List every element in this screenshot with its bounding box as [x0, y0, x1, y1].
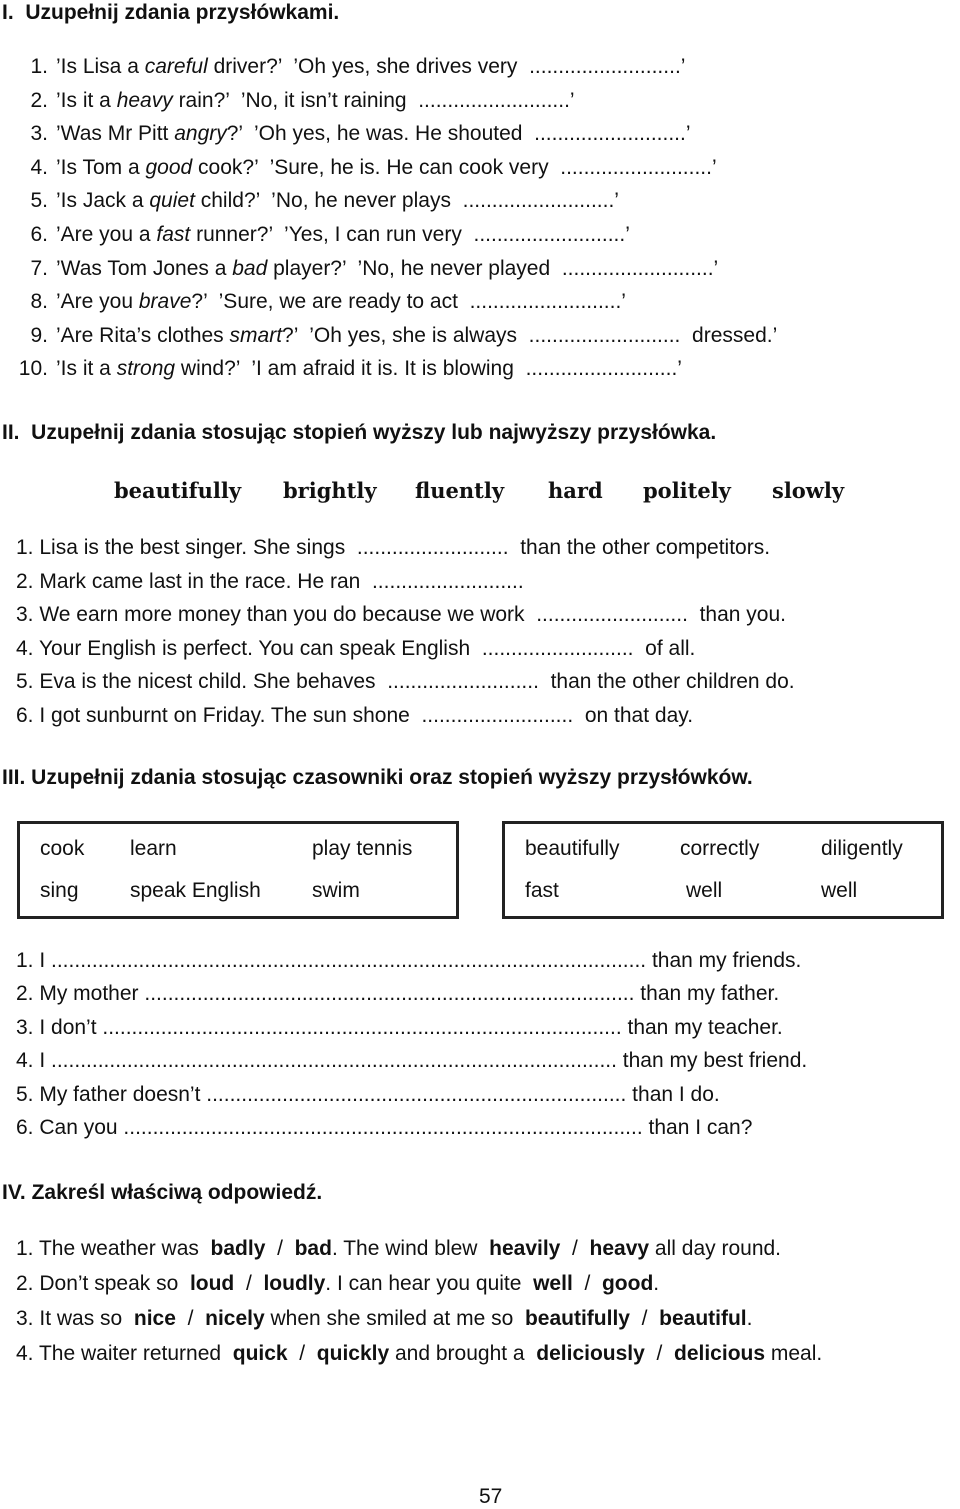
verb-item: play tennis — [312, 837, 413, 860]
question-text: ’Are Rita’s clothes — [56, 323, 230, 347]
option-separator: / — [181, 1307, 200, 1330]
answer-text: player?’ ’No, he never played ..........................’ — [267, 256, 719, 280]
answer-text: ?’ ’Oh yes, he was. He shouted ..........................’ — [226, 122, 691, 146]
option-choice: quick — [226, 1342, 294, 1365]
exercise-3-line: 6. Can you ......................................................................................... than I can? — [16, 1116, 753, 1139]
sentence-text: . — [746, 1307, 753, 1330]
section-2-title: II. Uzupełnij zdania stosując stopień wyższy lub najwyższy przysłówka. — [2, 421, 717, 444]
option-choice: delicious — [668, 1342, 766, 1365]
word-bank-item: beautifully — [114, 478, 242, 503]
adjective-cue: brave — [138, 290, 192, 314]
option-choice: nice — [128, 1307, 182, 1330]
option-separator: / — [650, 1342, 669, 1365]
answer-text: child?’ ’No, he never plays ..........................’ — [194, 189, 619, 213]
option-choice: deliciously — [530, 1342, 651, 1365]
sentence-text: Don’t speak so — [39, 1272, 185, 1295]
adjective-cue: angry — [174, 122, 227, 146]
option-separator: / — [271, 1237, 289, 1260]
option-choice: loud — [184, 1272, 241, 1295]
item-number: 3. — [16, 1307, 40, 1330]
exercise-2-line: 1. Lisa is the best singer. She sings .......................... than the other competitors. — [16, 536, 771, 559]
sentence-text: The waiter returned — [38, 1342, 227, 1365]
exercise-2-line: 4. Your English is perfect. You can speak English .......................... of all. — [16, 636, 696, 660]
option-separator: / — [293, 1342, 311, 1365]
option-choice: good — [596, 1272, 654, 1295]
answer-text: ?’ ’Oh yes, she is always .......................... dressed.’ — [282, 323, 778, 347]
exercise-2-line: 2. Mark came last in the race. He ran .......................... — [16, 569, 524, 593]
exercise-1-line — [14, 55, 685, 79]
sentence-text: when she smiled at me so — [264, 1307, 520, 1330]
question-text: ’Is Jack a — [56, 189, 150, 213]
item-number: 1. — [16, 1237, 39, 1260]
adjective-cue: strong — [116, 357, 176, 381]
item-number: 7. — [30, 256, 48, 280]
item-number: 10. — [18, 357, 48, 381]
item-number: 2. — [16, 1272, 40, 1295]
exercise-3-line: 4. I ................................................................................................. than my best friend. — [16, 1049, 808, 1073]
exercise-4-line — [16, 1342, 822, 1366]
adjective-cue: smart — [229, 323, 283, 347]
item-number: 5. — [30, 189, 48, 213]
adjective-cue: good — [145, 155, 193, 179]
answer-text: rain?’ ’No, it isn’t raining ..........................’ — [172, 88, 575, 112]
exercise-1-line — [14, 189, 619, 213]
option-choice: heavy — [583, 1237, 650, 1260]
option-choice: beautifully — [519, 1307, 636, 1330]
sentence-text: and brought a — [389, 1342, 531, 1365]
item-number: 1. — [30, 55, 48, 78]
verb-item: sing — [40, 879, 79, 902]
exercise-1-line — [14, 156, 717, 180]
option-separator: / — [635, 1307, 654, 1330]
answer-text: cook?’ ’Sure, he is. He can cook very ..........................’ — [192, 155, 717, 179]
adjective-cue: fast — [156, 223, 191, 246]
adverb-item: diligently — [821, 837, 903, 860]
adjective-cue: quiet — [149, 189, 195, 213]
word-bank-item: brightly — [283, 478, 377, 503]
word-bank-item: politely — [643, 478, 731, 503]
sentence-text: . — [653, 1272, 660, 1295]
item-number: 2. — [30, 88, 48, 112]
exercise-2-line: 5. Eva is the nicest child. She behaves .......................... than the other children do. — [16, 670, 795, 693]
word-bank-item: hard — [548, 478, 603, 503]
adverbs-box — [502, 821, 944, 919]
adjective-cue: careful — [144, 55, 208, 78]
question-text: ’Is it a — [56, 88, 117, 112]
exercise-4-line — [16, 1307, 753, 1331]
sentence-text: meal. — [765, 1342, 823, 1365]
page-number: 57 — [479, 1485, 503, 1508]
adverb-item: well — [686, 879, 723, 902]
option-choice: quickly — [310, 1342, 390, 1365]
verb-item: cook — [40, 837, 85, 860]
exercise-3-line: 1. I ...................................................................................................... than my friends. — [16, 949, 802, 972]
section-3-title: III. Uzupełnij zdania stosując czasowniki oraz stopień wyższy przysłówków. — [2, 766, 753, 789]
verb-item: swim — [312, 879, 360, 902]
option-choice: well — [527, 1272, 579, 1295]
option-choice: heavily — [483, 1237, 567, 1260]
exercise-4-line — [16, 1272, 659, 1296]
exercise-1-line — [14, 223, 630, 247]
sentence-text: . I can hear you quite — [325, 1272, 528, 1295]
verb-item: speak English — [130, 879, 261, 902]
sentence-text: . The wind blew — [331, 1237, 484, 1260]
option-choice: beautiful — [653, 1307, 747, 1330]
item-number: 8. — [30, 290, 48, 314]
section-4-title: IV. Zakreśl właściwą odpowiedź. — [2, 1181, 323, 1204]
exercise-3-line: 5. My father doesn’t ........................................................................ than I do. — [16, 1082, 720, 1106]
adverb-word-bank — [0, 478, 960, 508]
item-number: 3. — [30, 122, 48, 146]
section-1-title: I. Uzupełnij zdania przysłówkami. — [2, 1, 340, 24]
option-separator: / — [240, 1272, 258, 1295]
option-choice: bad — [288, 1237, 332, 1260]
sentence-text: The weather was — [38, 1237, 205, 1260]
verbs-box — [17, 821, 459, 919]
question-text: ’Is Lisa a — [56, 55, 145, 78]
adverb-item: beautifully — [525, 837, 620, 860]
option-choice: loudly — [257, 1272, 326, 1295]
sentence-text: all day round. — [649, 1237, 782, 1260]
option-separator: / — [578, 1272, 597, 1295]
option-choice: nicely — [199, 1307, 265, 1330]
question-text: ’Is it a — [56, 357, 117, 381]
exercise-2-line: 6. I got sunburnt on Friday. The sun shone .......................... on that day. — [16, 703, 694, 727]
exercise-1-line — [14, 122, 691, 146]
question-text: ’Was Tom Jones a — [56, 256, 233, 280]
answer-text: runner?’ ’Yes, I can run very ..........................’ — [190, 223, 630, 246]
adverb-item: correctly — [680, 837, 760, 860]
option-choice: badly — [204, 1237, 272, 1260]
answer-text: wind?’ ’I am afraid it is. It is blowing ..........................’ — [175, 357, 682, 381]
exercise-4-line — [16, 1237, 781, 1261]
exercise-1-line — [14, 257, 718, 281]
item-number: 4. — [16, 1342, 39, 1365]
question-text: ’Was Mr Pitt — [56, 122, 175, 146]
word-bank-item: slowly — [772, 478, 845, 503]
item-number: 6. — [30, 223, 48, 246]
exercise-3-line: 2. My mother .................................................................................... than my father. — [16, 982, 780, 1006]
exercise-1-line — [14, 357, 682, 381]
sentence-text: It was so — [39, 1307, 129, 1330]
exercise-3-line: 3. I don’t ......................................................................................... than my teacher. — [16, 1015, 783, 1039]
word-bank-item: fluently — [415, 478, 505, 503]
question-text: ’Are you — [56, 290, 139, 314]
item-number: 9. — [30, 323, 48, 347]
verb-item: learn — [130, 837, 177, 860]
option-separator: / — [566, 1237, 584, 1260]
adverb-item: well — [821, 879, 858, 902]
exercise-1-line — [14, 89, 575, 113]
exercise-1-line — [14, 324, 777, 348]
item-number: 4. — [30, 155, 48, 179]
adjective-cue: heavy — [116, 88, 173, 112]
answer-text: driver?’ ’Oh yes, she drives very ..........................’ — [207, 55, 686, 78]
adverb-item: fast — [525, 879, 559, 902]
answer-text: ?’ ’Sure, we are ready to act ..........................’ — [191, 290, 626, 314]
exercise-2-line: 3. We earn more money than you do because we work .......................... than you. — [16, 603, 786, 626]
adjective-cue: bad — [232, 256, 268, 280]
exercise-1-line — [14, 290, 626, 314]
question-text: ’Are you a — [56, 223, 157, 246]
question-text: ’Is Tom a — [56, 155, 146, 179]
